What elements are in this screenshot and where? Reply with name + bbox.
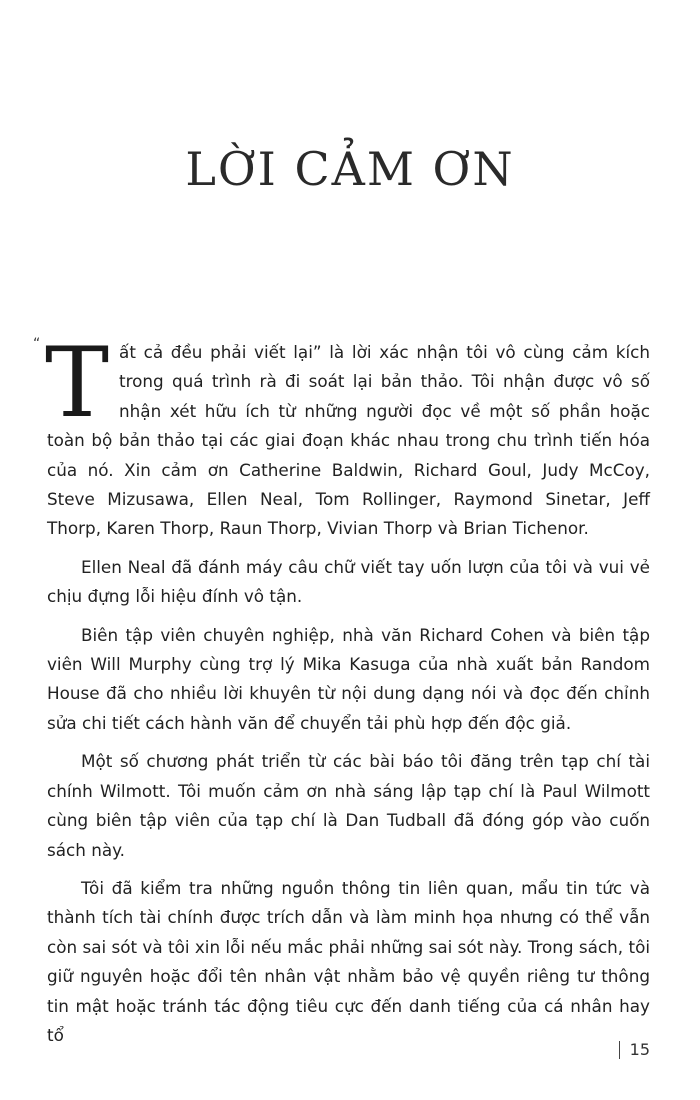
footer-separator: [619, 1041, 620, 1059]
drop-cap: T: [45, 327, 110, 439]
paragraph-2: Ellen Neal đã đánh máy câu chữ viết tay uốn lượn của tôi và vui vẻ chịu đựng lỗi hiệu đính vô tận.: [47, 556, 650, 607]
page-footer: [619, 1040, 650, 1059]
paragraph-4: Một số chương phát triển từ các bài báo tôi đăng trên tạp chí tài chính Wilmott. Tôi muốn cảm ơn nhà sáng lập tạp chí là Paul Wilmott cùng biên tập viên của tạp chí là Dan Tudball đã đóng góp vào cuốn sách này.: [47, 751, 650, 860]
paragraph-3: Biên tập viên chuyên nghiệp, nhà văn Richard Cohen và biên tập viên Will Murphy cùng trợ lý Mika Kasuga của nhà xuất bản Random House đã cho nhiều lời khuyên từ nội dung dạng nói và đọc đến chỉnh sửa chi tiết cách hành văn để chuyển tải phù hợp đến độc giả.: [47, 624, 650, 733]
open-quote-mark: “: [33, 336, 41, 352]
page-number: 15: [629, 1040, 650, 1059]
paragraph-5: Tôi đã kiểm tra những nguồn thông tin liên quan, mẩu tin tức và thành tích tài chính được trích dẫn và làm minh họa nhưng có thể vẫn còn sai sót và tôi xin lỗi nếu mắc phải những sai sót này. Trong sách, tôi giữ nguyên hoặc đổi tên nhân vật nhằm bảo vệ quyền riêng tư thông tin mật hoặc tránh tác động tiêu cực đến danh tiếng của cá nhân hay tổ: [47, 877, 650, 1045]
paragraph-1-text: ất cả đều phải viết lại” là lời xác nhận tôi vô cùng cảm kích trong quá trình rà đi soát lại bản thảo. Tôi nhận được vô số nhận xét hữu ích từ những người đọc về một số phần hoặc toàn bộ bản thảo tại các giai đoạn khác nhau trong chu trình tiến hóa của nó. Xin cảm ơn Catherine Baldwin, Richard Goul, Judy McCoy, Steve Mizusawa, Ellen Neal, Tom Rollinger, Raymond Sinetar, Jeff Thorp, Karen Thorp, Raun Thorp, Vivian Thorp và Brian Tichenor.: [47, 342, 650, 539]
page-title: LỜI CẢM ƠN: [185, 142, 515, 196]
body-text: [33, 327, 650, 1059]
paragraph-1: [33, 327, 650, 544]
